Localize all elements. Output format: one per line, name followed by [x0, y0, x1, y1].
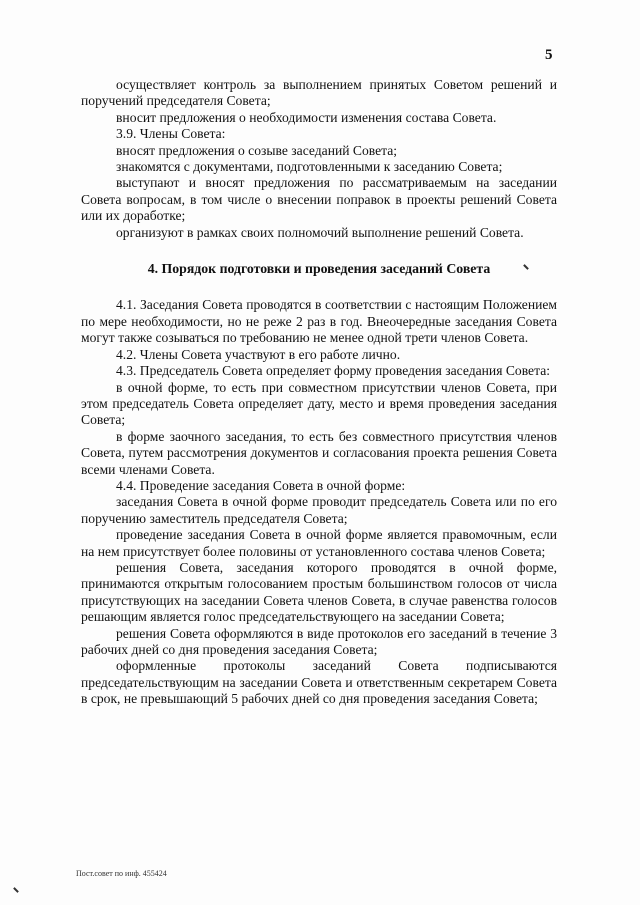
paragraph: проведение заседания Совета в очной форме является правомочным, если на нем присутствует более половины от установленного состава членов Совета; — [81, 527, 557, 559]
footer-reference: Пост.совет по инф. 455424 — [76, 869, 167, 878]
paragraph: заседания Совета в очной форме проводит председатель Совета или по его поручению заместитель председателя Совета; — [81, 494, 557, 526]
page-number: 5 — [545, 47, 553, 63]
paragraph: оформленные протоколы заседаний Совета подписываются председательствующим на заседании Совета и ответственным секретарем Совета в срок, не превышающий 5 рабочих дней со дня проведения заседания Совета; — [81, 658, 557, 707]
paragraph: в форме заочного заседания, то есть без совместного присутствия членов Совета, путем рассмотрения документов и согласования проекта решения Совета всеми членами Совета. — [81, 428, 557, 477]
paragraph: решения Совета, заседания которого проводятся в очной форме, принимаются открытым голосованием простым большинством голосов от числа присутствующих на заседании Совета членов Совета, в случае равенства голосов решающим является голос председательствующего на заседании Совета; — [81, 559, 557, 625]
paragraph: выступают и вносят предложения по рассматриваемым на заседании Совета вопросам, в том числе о внесении поправок в проекты решений Совета или их доработке; — [81, 175, 557, 224]
paragraph: 4.3. Председатель Совета определяет форму проведения заседания Совета: — [116, 363, 551, 379]
paragraph: знакомятся с документами, подготовленными к заседанию Совета; — [116, 159, 503, 175]
scan-mark — [13, 887, 19, 893]
paragraph: вносят предложения о созыве заседаний Совета; — [116, 142, 398, 158]
paragraph: 4.4. Проведение заседания Совета в очной форме: — [116, 477, 406, 493]
paragraph: в очной форме, то есть при совместном присутствии членов Совета, при этом председатель Совета определяет дату, место и время проведения заседания Совета; — [81, 379, 557, 428]
document-body — [81, 77, 557, 708]
section-heading: 4. Порядок подготовки и проведения заседаний Совета — [147, 261, 491, 277]
paragraph: решения Совета оформляются в виде протоколов его заседаний в течение 3 рабочих дней со дня проведения заседания Совета; — [81, 625, 557, 657]
paragraph: 4.2. Члены Совета участвуют в его работе лично. — [116, 346, 401, 362]
paragraph: осуществляет контроль за выполнением принятых Советом решений и поручений председателя Совета; — [81, 77, 557, 109]
paragraph: организуют в рамках своих полномочий выполнение решений Совета. — [116, 224, 524, 240]
paragraph: вносит предложения о необходимости изменения состава Совета. — [116, 109, 497, 125]
paragraph: 4.1. Заседания Совета проводятся в соответствии с настоящим Положением по мере необходимости, но не реже 2 раз в год. Внеочередные заседания Совета могут также созываться по требованию не менее одной трети членов Совета. — [81, 297, 557, 346]
paragraph: 3.9. Члены Совета: — [116, 126, 226, 142]
